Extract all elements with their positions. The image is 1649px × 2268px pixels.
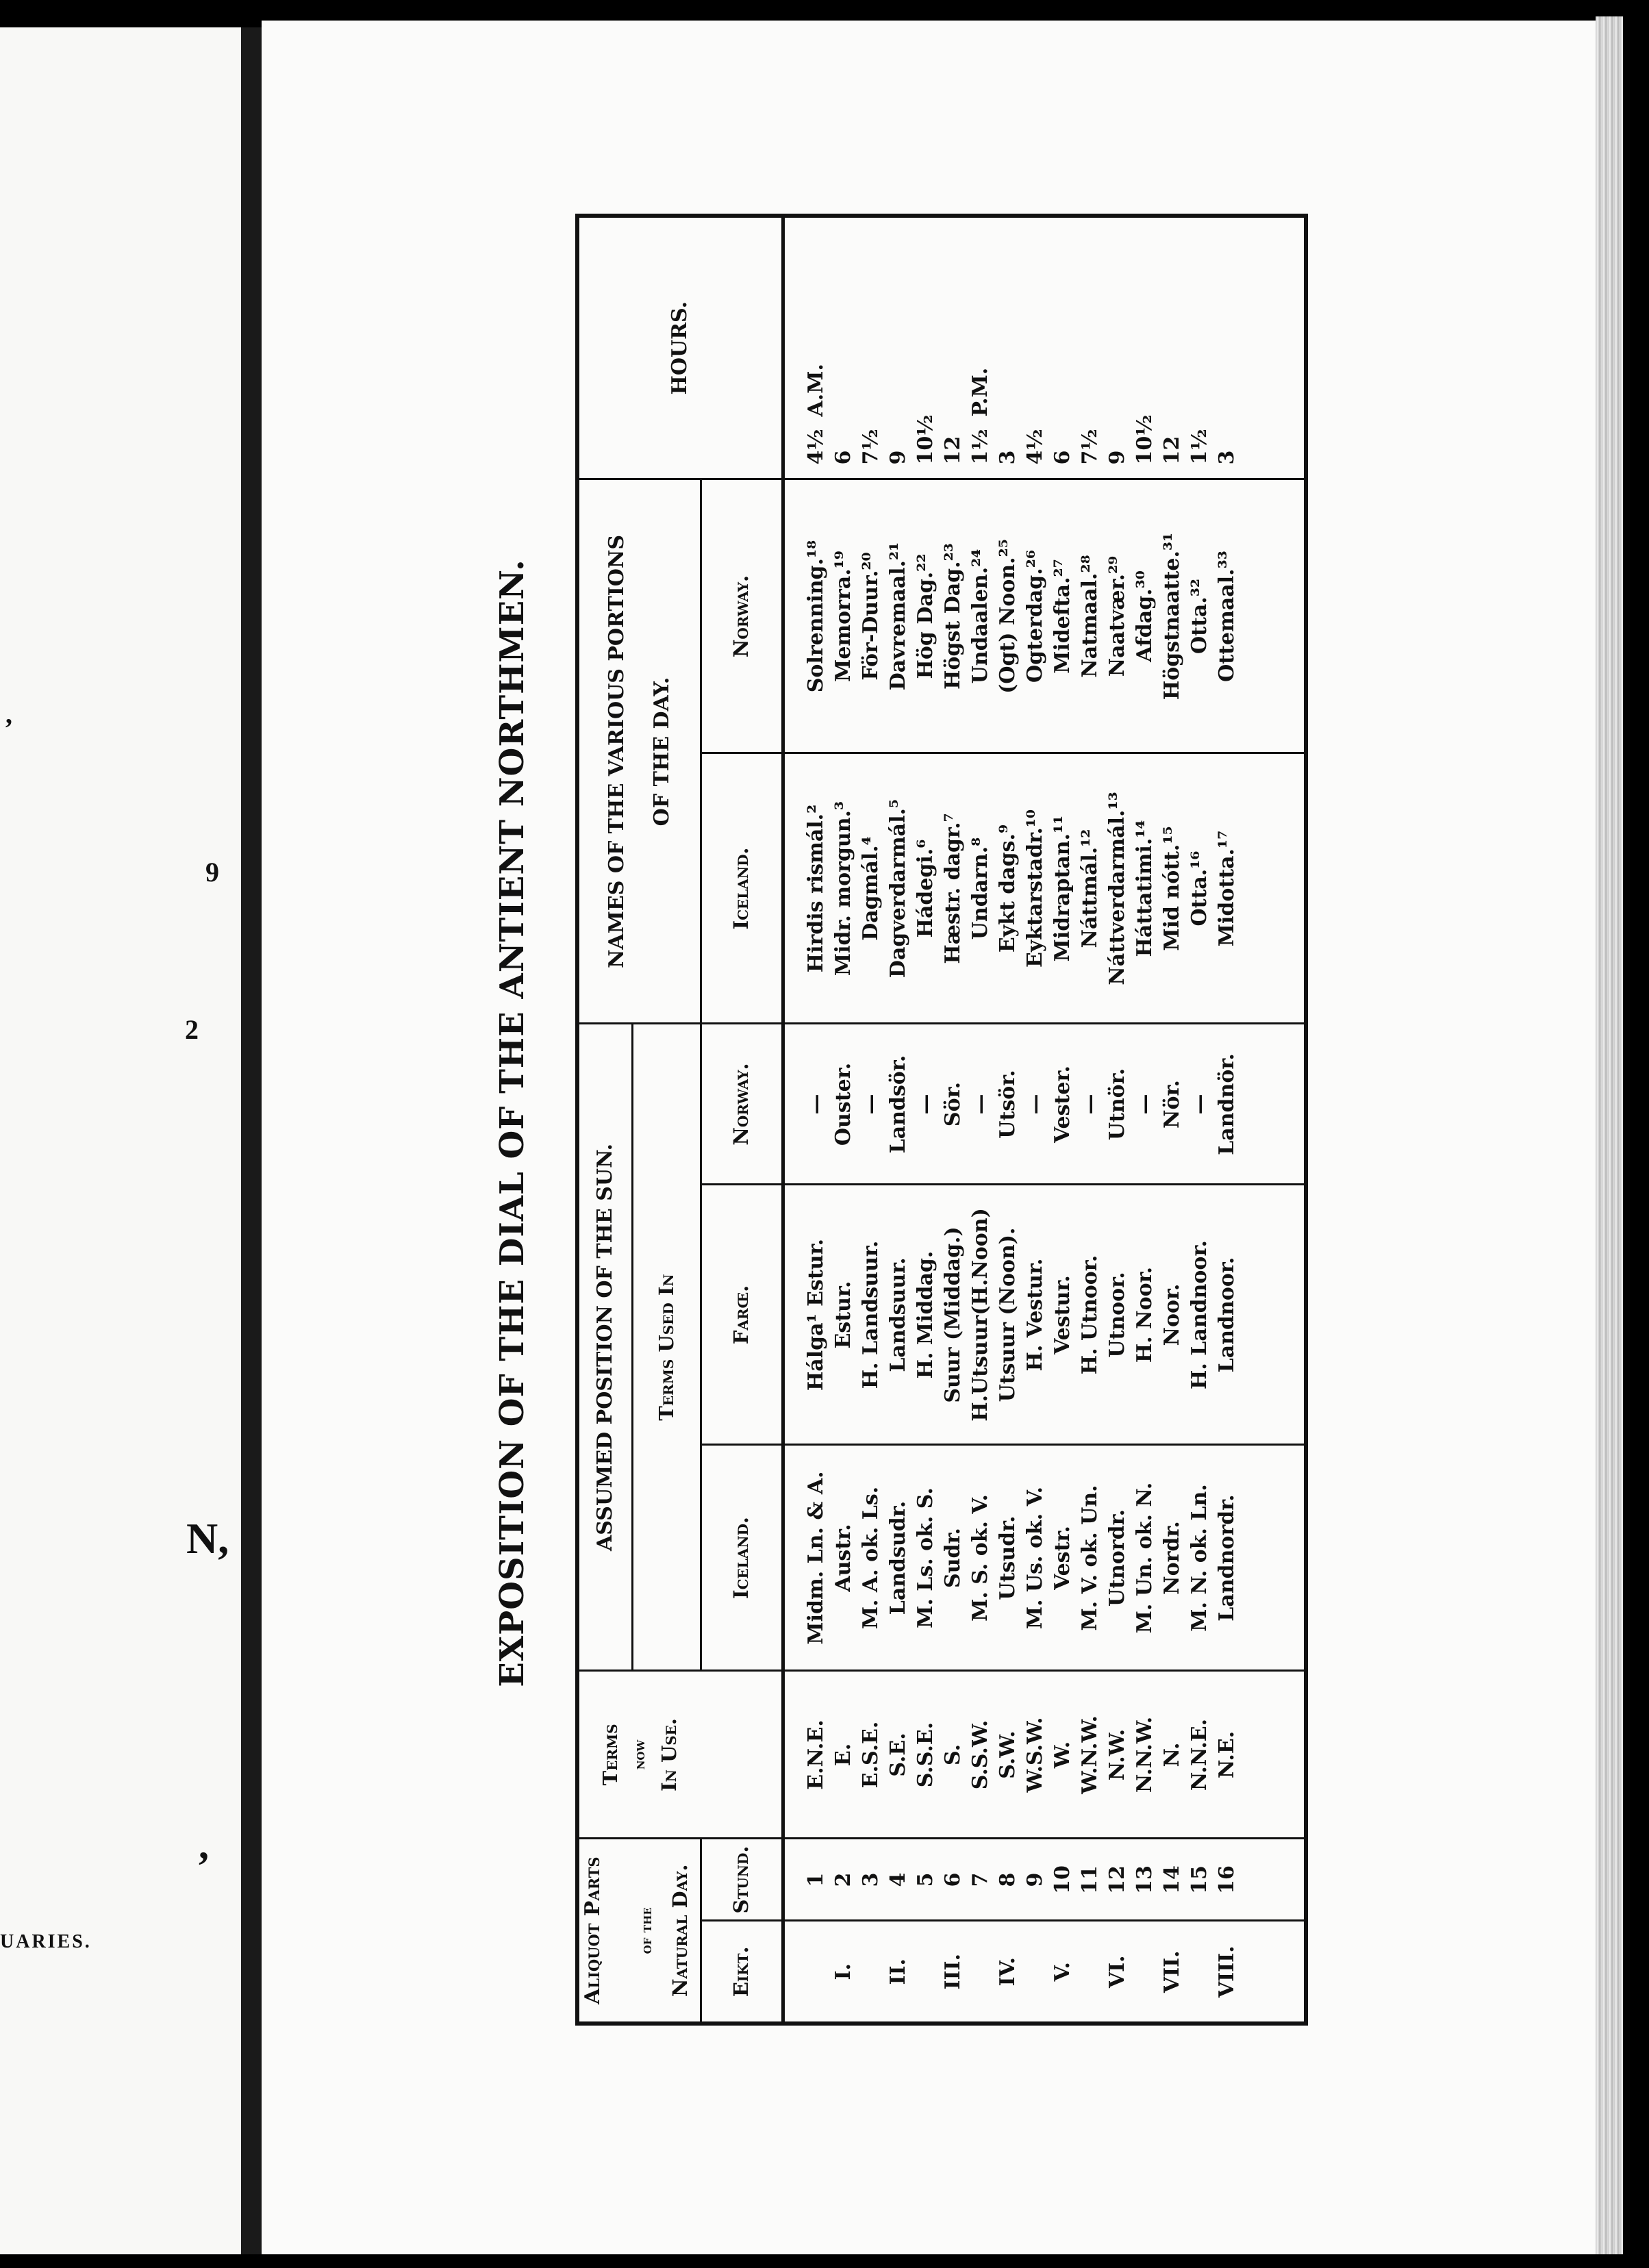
stund-value: 8	[995, 1872, 1020, 1887]
page-gutter	[241, 27, 262, 2254]
norway-sun-header: Norway.	[701, 1024, 783, 1185]
hours-ampm: P.M.	[968, 367, 992, 417]
sun-faroe-value: Utsuur (Noon).	[995, 1227, 1020, 1402]
hours-value: 10½	[1132, 414, 1157, 465]
sun-norway-list	[803, 1024, 1241, 1183]
sun-faroe-value: H. Landnoor.	[1187, 1240, 1211, 1389]
eikt-value: IV.	[995, 1957, 1020, 1987]
sun-norway-value: Nör.	[1159, 1080, 1184, 1129]
names-iceland-value: Dagverdarmál.⁵	[885, 798, 910, 979]
hours-row	[1159, 218, 1186, 465]
aliquot-header-line1: Aliquot Parts	[581, 1856, 605, 2005]
stund-value: 9	[1022, 1872, 1047, 1887]
sun-norway-value: Ouster.	[831, 1062, 855, 1146]
names-norway-value: Ogterdag.²⁶	[1022, 549, 1047, 683]
stund-header: Stund.	[701, 1839, 783, 1921]
stund-value: 16	[1214, 1865, 1239, 1894]
sun-faroe-value: Hálga¹ Estur.	[803, 1238, 828, 1391]
page-edge	[1596, 16, 1623, 2254]
hours-row	[912, 218, 940, 465]
sun-norway-column	[783, 1024, 1306, 1185]
eikt-value: VI.	[1105, 1955, 1129, 1989]
hours-value: 9	[885, 450, 910, 465]
stund-value: 10	[1050, 1865, 1074, 1894]
names-norway-value: Natmaal.²⁸	[1077, 555, 1102, 678]
assumed-header: ASSUMED POSITION OF THE SUN.	[577, 1024, 632, 1671]
stund-column	[783, 1839, 1306, 1921]
sun-norway-value: Landnör.	[1214, 1053, 1239, 1155]
sun-iceland-value: Nordr.	[1159, 1521, 1184, 1595]
hours-row	[1186, 218, 1213, 465]
names-iceland-value: Eyktarstadr.¹⁰	[1022, 809, 1047, 968]
hours-row	[857, 218, 885, 465]
terms-now-value: S.E.	[885, 1732, 910, 1777]
eikt-value: VIII.	[1214, 1945, 1239, 1998]
hours-header: HOURS.	[577, 216, 783, 479]
names-iceland-list	[803, 754, 1241, 1022]
eikt-value: II.	[885, 1958, 910, 1985]
aliquot-header-line2: of the	[637, 1907, 655, 1954]
hours-row	[830, 218, 857, 465]
names-norway-list	[803, 480, 1241, 752]
hours-value: 10½	[913, 414, 937, 465]
stund-value: 7	[968, 1872, 992, 1887]
terms-now-value: E.N.E.	[803, 1719, 828, 1790]
hours-value: 4½	[803, 429, 828, 465]
terms-now-value: E.	[831, 1743, 855, 1767]
sun-norway-value: —	[1187, 1094, 1211, 1115]
sun-norway-value: Sör.	[940, 1081, 965, 1127]
hours-row	[1213, 218, 1241, 465]
left-page-fragment: N,	[186, 1514, 229, 1563]
stund-value: 4	[885, 1872, 910, 1887]
names-iceland-value: Undarn.⁸	[968, 837, 992, 940]
stund-value: 1	[803, 1872, 828, 1887]
hours-value: 7½	[1077, 429, 1102, 465]
sun-faroe-value: Utnoor.	[1105, 1272, 1129, 1358]
hours-column	[783, 216, 1306, 479]
norway-names-header: Norway.	[701, 479, 783, 753]
names-norway-value: Afdag.³⁰	[1132, 570, 1157, 662]
terms-now-list	[803, 1672, 1241, 1837]
sun-iceland-value: M. S. ok. V.	[968, 1494, 992, 1622]
stund-value: 13	[1132, 1865, 1157, 1894]
sun-faroe-value: H. Utnoor.	[1077, 1255, 1102, 1375]
sun-faroe-list	[803, 1185, 1241, 1444]
sun-faroe-value: Suur (Middag.)	[940, 1226, 965, 1403]
rotated-table-block	[493, 205, 1315, 2041]
names-norway-value: För-Duur.²⁰	[858, 552, 883, 681]
sun-norway-value: Landsör.	[885, 1055, 910, 1154]
sun-norway-value: —	[803, 1094, 828, 1115]
names-norway-value: Undaalen.²⁴	[968, 549, 992, 684]
hours-value: 1½	[1187, 429, 1211, 465]
hours-value: 9	[1105, 450, 1129, 465]
hours-row	[994, 218, 1022, 465]
names-iceland-value: Náttmál.¹²	[1077, 829, 1102, 948]
terms-now-value: S.S.E.	[913, 1722, 937, 1788]
hours-value: 12	[1159, 436, 1184, 465]
names-iceland-column	[783, 753, 1306, 1024]
names-iceland-value: Otta.¹⁶	[1187, 850, 1211, 927]
sun-iceland-list	[803, 1446, 1241, 1670]
hours-value: 7½	[858, 429, 883, 465]
hours-value: 3	[1214, 450, 1239, 465]
names-norway-value: Naatvær.²⁹	[1105, 555, 1129, 677]
sun-iceland-column	[783, 1445, 1306, 1671]
hours-row	[1104, 218, 1131, 465]
sun-norway-value: —	[913, 1094, 937, 1115]
faroe-sun-header: Farœ.	[701, 1185, 783, 1445]
left-page-fragment: ʼ	[4, 713, 14, 744]
stund-value: 11	[1077, 1865, 1102, 1894]
names-iceland-value: Náttverdarmál.¹³	[1105, 792, 1129, 985]
dial-table	[575, 214, 1308, 2026]
names-iceland-value: Midotta.¹⁷	[1214, 830, 1239, 947]
sun-norway-value: —	[1022, 1094, 1047, 1115]
aliquot-header-line3: Natural Day.	[668, 1864, 692, 1998]
stund-value: 2	[831, 1872, 855, 1887]
terms-used-header: Terms Used In	[632, 1024, 701, 1671]
terms-now-line3: In Use.	[657, 1717, 681, 1791]
sun-iceland-value: M. Ls. ok. S.	[913, 1487, 937, 1628]
names-norway-value: Högstnaatte.³¹	[1159, 532, 1184, 701]
hours-row	[803, 218, 830, 465]
sun-norway-value: —	[1077, 1094, 1102, 1115]
names-norway-value: (Ogt) Noon.²⁵	[995, 539, 1020, 694]
hours-row	[940, 218, 967, 465]
sun-iceland-value: Landnordr.	[1214, 1494, 1239, 1622]
iceland-names-header: Iceland.	[701, 753, 783, 1024]
hours-value: 4½	[1022, 429, 1047, 465]
left-page-fragment: UARIES.	[0, 1931, 92, 1952]
names-iceland-value: Eykt dags.⁹	[995, 824, 1020, 953]
stund-list	[803, 1839, 1241, 1919]
terms-now-column	[783, 1671, 1306, 1839]
hours-value: 3	[995, 450, 1020, 465]
terms-now-line2: now	[630, 1739, 649, 1770]
sun-iceland-value: Landsudr.	[885, 1500, 910, 1615]
eikt-value: VII.	[1159, 1950, 1184, 1993]
terms-now-value: N.N.W.	[1132, 1716, 1157, 1793]
sun-faroe-value: Landsuur.	[885, 1257, 910, 1372]
terms-now-value: N.E.	[1214, 1730, 1239, 1779]
names-iceland-value: Hádegi.⁶	[913, 839, 937, 938]
left-page	[0, 27, 241, 2254]
hours-value: 6	[831, 450, 855, 465]
sun-faroe-value: H. Landsuur.	[858, 1240, 883, 1389]
stund-value: 5	[913, 1872, 937, 1887]
hours-value: 6	[1050, 450, 1074, 465]
names-header-line2: OF THE DAY.	[649, 677, 674, 827]
sun-iceland-value: M. Us. ok. V.	[1022, 1486, 1047, 1630]
terms-now-value: N.W.	[1105, 1728, 1129, 1781]
hours-value: 12	[940, 436, 965, 465]
names-norway-value: Davremaal.²¹	[885, 542, 910, 691]
aliquot-header-2	[632, 1839, 701, 2024]
names-iceland-value: Hirdis rismál.²	[803, 804, 828, 973]
names-norway-value: Memorra.¹⁹	[831, 551, 855, 682]
left-page-fragment: ,	[199, 1822, 209, 1867]
left-page-fragment: 9	[205, 857, 219, 887]
names-header	[577, 479, 701, 1024]
names-iceland-value: Háttatimi.¹⁴	[1132, 820, 1157, 957]
hours-row	[1049, 218, 1077, 465]
eikt-value: I.	[831, 1963, 855, 1980]
names-norway-value: Ottemaal.³³	[1214, 551, 1239, 682]
sun-iceland-value: Midm. Ln. & A.	[803, 1471, 828, 1645]
terms-now-value: N.	[1159, 1742, 1184, 1767]
stund-value: 14	[1159, 1865, 1184, 1894]
eikt-value: III.	[940, 1953, 965, 1990]
sun-norway-value: —	[858, 1094, 883, 1115]
sun-iceland-value: Austr.	[831, 1524, 855, 1592]
terms-now-spacer	[701, 1671, 783, 1839]
hours-row	[885, 218, 912, 465]
sun-faroe-value: Landnoor.	[1214, 1257, 1239, 1373]
sun-iceland-value: M. N. ok. Ln.	[1187, 1484, 1211, 1632]
hours-row	[1131, 218, 1159, 465]
terms-now-value: W.N.W.	[1077, 1715, 1102, 1794]
names-norway-value: Hög Dag.²²	[913, 553, 937, 679]
aliquot-header	[577, 1839, 632, 2024]
eikt-value: V.	[1050, 1962, 1074, 1982]
hours-row	[1077, 218, 1104, 465]
sun-iceland-value: Sudr.	[940, 1528, 965, 1588]
names-iceland-value: Hæstr. dagr.⁷	[940, 813, 965, 964]
terms-now-value: E.S.E.	[858, 1721, 883, 1789]
iceland-sun-header: Iceland.	[701, 1445, 783, 1671]
sun-faroe-value: H. Noor.	[1132, 1266, 1157, 1363]
sun-norway-value: —	[968, 1094, 992, 1115]
hours-ampm: A.M.	[803, 364, 828, 417]
sun-norway-value: Utsör.	[995, 1070, 1020, 1139]
page-title: EXPOSITION OF THE DIAL OF THE ANTIENT NORTHMEN.	[493, 559, 531, 1687]
hours-row	[1022, 218, 1049, 465]
sun-norway-value: —	[1132, 1094, 1157, 1115]
sun-faroe-value: Noor.	[1159, 1283, 1184, 1346]
names-iceland-value: Midraptan.¹¹	[1050, 815, 1074, 962]
hours-list	[803, 218, 1241, 479]
names-iceland-value: Midr. morgun.³	[831, 801, 855, 977]
names-norway-column	[783, 479, 1306, 753]
sun-norway-value: Utnör.	[1105, 1068, 1129, 1141]
names-norway-value: Solrenning.¹⁸	[803, 540, 828, 693]
terms-now-value: W.	[1050, 1741, 1074, 1769]
sun-iceland-value: M. Un. ok. N.	[1132, 1482, 1157, 1634]
terms-now-value: S.	[940, 1743, 965, 1766]
stund-value: 12	[1105, 1865, 1129, 1894]
sun-iceland-value: Utsudr.	[995, 1515, 1020, 1600]
sun-faroe-value: H. Vestur.	[1022, 1258, 1047, 1372]
stund-value: 3	[858, 1872, 883, 1887]
sun-iceland-value: Utnordr.	[1105, 1509, 1129, 1607]
eikt-column	[783, 1921, 1306, 2024]
names-iceland-value: Mid nótt.¹⁵	[1159, 826, 1184, 951]
sun-iceland-value: Vestr.	[1050, 1526, 1074, 1590]
terms-now-value: S.S.W.	[968, 1719, 992, 1790]
terms-now-header	[577, 1671, 701, 1839]
names-norway-value: Otta.³²	[1187, 578, 1211, 654]
sun-faroe-value: H.Utsuur(H.Noon)	[968, 1208, 992, 1422]
eikt-header: Eikt.	[701, 1921, 783, 2024]
sun-faroe-column	[783, 1185, 1306, 1445]
hours-value: 1½	[968, 429, 992, 465]
sun-faroe-value: Estur.	[831, 1281, 855, 1349]
terms-now-value: W.S.W.	[1022, 1717, 1047, 1793]
terms-now-value: N.N.E.	[1187, 1718, 1211, 1791]
terms-now-value: S.W.	[995, 1730, 1020, 1779]
sun-norway-value: Vester.	[1050, 1066, 1074, 1143]
names-norway-value: Midefta.²⁷	[1050, 559, 1074, 674]
names-norway-value: Högst Dag.²³	[940, 543, 965, 690]
sun-faroe-value: Vestur.	[1050, 1275, 1074, 1354]
eikt-list	[803, 1922, 1268, 2022]
names-iceland-value: Dagmál.⁴	[858, 836, 883, 941]
left-page-fragment: 2	[185, 1014, 199, 1045]
stund-value: 6	[940, 1872, 965, 1887]
sun-iceland-value: M. A. ok. Ls.	[858, 1486, 883, 1630]
names-header-line1: NAMES OF THE VARIOUS PORTIONS	[604, 534, 629, 968]
stund-value: 15	[1187, 1865, 1211, 1894]
hours-row	[967, 218, 994, 465]
terms-now-line1: Terms	[598, 1724, 622, 1786]
sun-faroe-value: H. Middag.	[913, 1250, 937, 1379]
sun-iceland-value: M. V. ok. Un.	[1077, 1485, 1102, 1631]
